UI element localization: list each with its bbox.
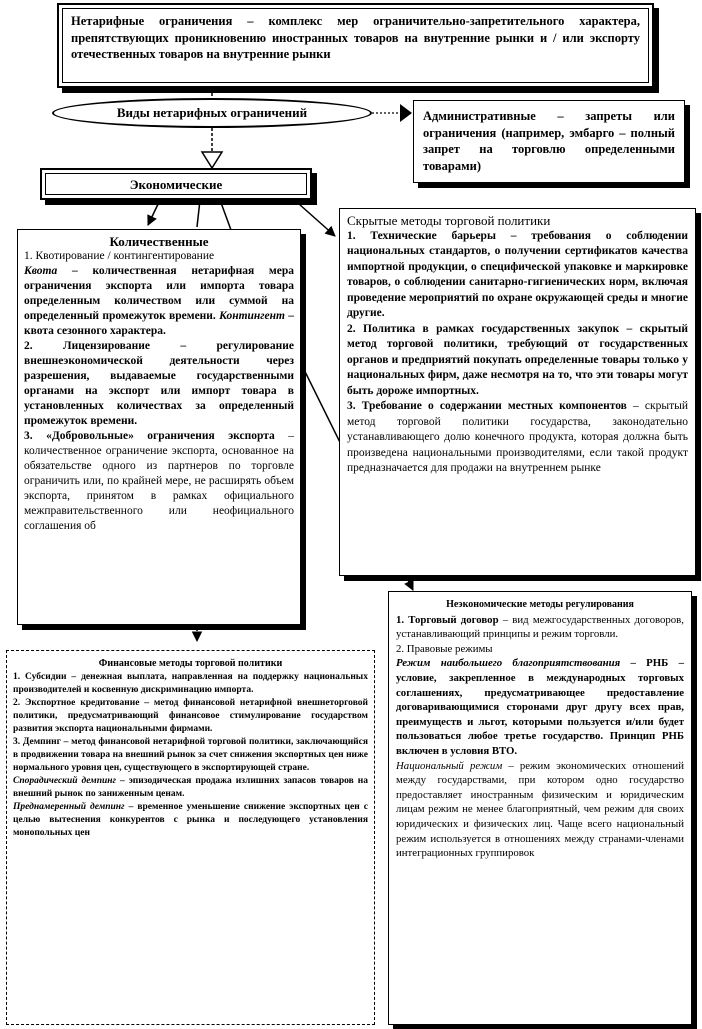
quantitative-box <box>17 229 301 625</box>
definition-box <box>57 3 654 88</box>
quantitative-title: Количественные <box>109 234 209 249</box>
noneconomic-title: Неэкономические методы регулирования <box>446 599 634 610</box>
export-credit-paragraph: 2. Экспортное кредитование – метод финансовой нетарифной внешнеторговой политики, предусматривающий финансовое стимулирование государством развития экспорта национальными фирмами. <box>13 698 368 734</box>
national-regime-paragraph: Национальный режим – режим экономических отношений между государствами, при котором одно государство предоставляет иностранным физическим и юридическим лицам режим не менее благоприятный, чем режим для своих юридических и физических лиц. Чаще всего национальный режим используется в отношениях между странами-членами интеграционных группировок <box>396 759 684 860</box>
quota-paragraph: Квота – количественная нетарифная мера ограничения экспорта или импорта товара определенным количеством или суммой на определенный промежуток времени. Контингент – квота сезонного характера. <box>24 265 294 337</box>
hidden-title: Скрытые методы торговой политики <box>347 213 551 228</box>
types-ellipse <box>52 98 372 128</box>
legal-regimes-heading: 2. Правовые режимы <box>396 642 493 655</box>
administrative-box <box>413 100 685 183</box>
intentional-dumping-paragraph: Преднамеренный демпинг – временное уменьшение снижение экспортных цен с целью вытеснения конкурентов с рынка и последующего установления монопольных цен <box>13 802 368 838</box>
noneconomic-box <box>388 591 692 1025</box>
technical-barriers-paragraph: 1. Технические барьеры – требования о соблюдении национальных стандартов, о получении сертификатов качества импортной продукции, о специфической упаковке и маркировке товаров, о соблюдении санитарно-гигиенических норм, включая проведение мероприятий по охране окружающей среды и многие другие. <box>347 229 688 319</box>
definition-text: Нетарифные ограничения – комплекс мер ограничительно-запретительного характера, препятствующих проникновению иностранных товаров на внутренние рынки и / или экспорту отечественных товаров на внутренние рынки <box>62 8 649 83</box>
economic-box <box>40 168 312 200</box>
subsidies-paragraph: 1. Субсидии – денежная выплата, направленная на поддержку национальных производителей и косвенную дискриминацию импорта. <box>13 672 368 695</box>
sporadic-dumping-paragraph: Спорадический демпинг – эпизодическая продажа излишних запасов товаров на внешний рынок по заниженным ценам. <box>13 776 368 799</box>
local-content-paragraph: 3. Требование о содержании местных компонентов – скрытый метод торговой политики государства, законодательно устанавливающего долю конечного продукта, которая должна быть произведена национальными производителями, если такой продукт предназначается для продажи на внутреннем рынке <box>347 400 688 474</box>
administrative-text: Административные – запреты или ограничения (например, эмбарго – полный запрет на торговлю определенными товарами) <box>423 109 675 173</box>
procurement-paragraph: 2. Политика в рамках государственных закупок – скрытый метод торговой политики, требующий от государственных органов и предприятий покупать определенные товары только у национальных фирм, даже несмотря на то, что эти товары могут быть дороже импортных. <box>347 322 688 397</box>
quota-heading: 1. Квотирование / контингентирование <box>24 250 215 262</box>
hidden-methods-box <box>339 208 696 576</box>
financial-title: Финансовые методы торговой политики <box>98 658 283 669</box>
mfn-paragraph: Режим наибольшего благоприятствования – РНБ – условие, закрепленное в международных торговых соглашениях, предусматривающее предоставление договаривающимися сторонами друг другу всех прав, преимуществ и льгот, которыми пользуется и/или будет пользоваться любое третье государство. Принцип РНБ включен в условия ВТО. <box>396 657 685 757</box>
types-label: Виды нетарифных ограничений <box>116 105 308 120</box>
financial-box <box>6 650 375 1025</box>
economic-label: Экономические <box>45 173 307 195</box>
trade-agreement-paragraph: 1. Торговый договор – вид межгосударственных договоров, устанавливающий принципы и режим торговли. <box>396 613 684 641</box>
licensing-paragraph: 2. Лицензирование – регулирование внешнеэкономической деятельности через разрешения, выдаваемые государственными органами на экспорт или импорт товара в установленных количествах за определенный промежуток времени. <box>24 340 294 427</box>
dumping-paragraph: 3. Демпинг – метод финансовой нетарифной торговой политики, заключающийся в продвижении товара на внешний рынок за счет снижения экспортных цен ниже нормального уровня цен, существующего в экспортирующей стране. <box>13 737 368 773</box>
voluntary-paragraph: 3. «Добровольные» ограничения экспорта – количественное ограничение экспорта, основанное на обязательстве одного из партнеров по торговле ограничить или, по крайней мере, не расширять объем экспорта, принятом в рамках официального межправительственного или неофициального соглашения об <box>24 430 294 532</box>
